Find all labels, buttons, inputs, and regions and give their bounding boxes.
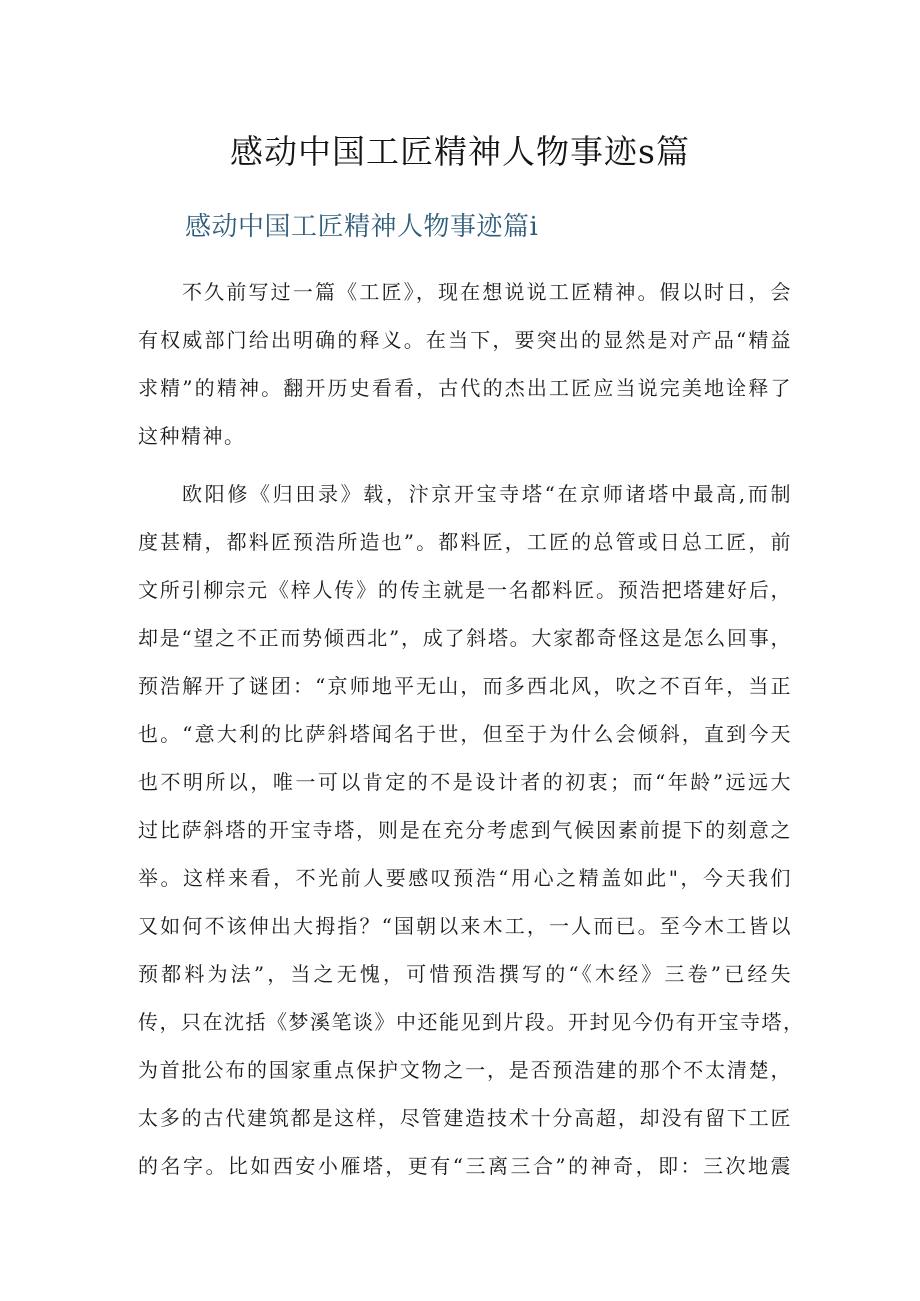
text-line: 预浩解开了谜团：“京师地平无山，而多西北风，吹之不百年，当正 bbox=[138, 674, 792, 698]
text-line: 这种精神。 bbox=[138, 424, 246, 448]
document-title: 感动中国工匠精神人物事迹s篇 bbox=[230, 132, 690, 171]
text-line: 文所引柳宗元《梓人传》的传主就是一名都料匠。预浩把塔建好后， bbox=[138, 578, 792, 602]
text-line: 又如何不该伸出大拇指？“国朝以来木工，一人而已。至今木工皆以 bbox=[138, 914, 792, 938]
text-line: 预都料为法”，当之无愧，可惜预浩撰写的“《木经》三卷”已经失 bbox=[138, 962, 792, 986]
text-line: 不久前写过一篇《工匠》，现在想说说工匠精神。假以时日，会 bbox=[182, 280, 792, 304]
text-line: 传，只在沈括《梦溪笔谈》中还能见到片段。开封见今仍有开宝寺塔， bbox=[138, 1010, 805, 1034]
text-line: 过比萨斜塔的开宝寺塔，则是在充分考虑到气候因素前提下的刻意之 bbox=[138, 818, 792, 842]
text-line: 度甚精，都料匠预浩所造也”。都料匠，工匠的总管或日总工匠，前 bbox=[138, 530, 792, 554]
paragraph-2 bbox=[138, 470, 805, 1190]
text-line: 太多的古代建筑都是这样，尽管建造技术十分高超，却没有留下工匠 bbox=[138, 1106, 792, 1130]
text-line: 举。这样来看，不光前人要感叹预浩“用心之精盖如此"，今天我们 bbox=[138, 866, 792, 890]
section-heading: 感动中国工匠精神人物事迹篇i bbox=[185, 212, 539, 242]
text-line: 也。“意大利的比萨斜塔闻名于世，但至于为什么会倾斜，直到今天 bbox=[138, 722, 792, 746]
text-line: 欧阳修《归田录》载，汴京开宝寺塔“在京师诸塔中最高,而制 bbox=[182, 482, 792, 506]
text-line: 求精”的精神。翻开历史看看，古代的杰出工匠应当说完美地诠释了 bbox=[138, 376, 792, 400]
text-line: 却是“望之不正而势倾西北”，成了斜塔。大家都奇怪这是怎么回事， bbox=[138, 626, 792, 650]
text-line: 有权威部门给出明确的释义。在当下，要突出的显然是对产品“精益 bbox=[138, 328, 792, 352]
text-line: 的名字。比如西安小雁塔，更有“三离三合”的神奇，即：三次地震 bbox=[138, 1154, 792, 1178]
paragraph-1 bbox=[138, 268, 792, 460]
text-line: 也不明所以，唯一可以肯定的不是设计者的初衷；而“年龄”远远大 bbox=[138, 770, 792, 794]
text-line: 为首批公布的国家重点保护文物之一，是否预浩建的那个不太清楚， bbox=[138, 1058, 792, 1082]
